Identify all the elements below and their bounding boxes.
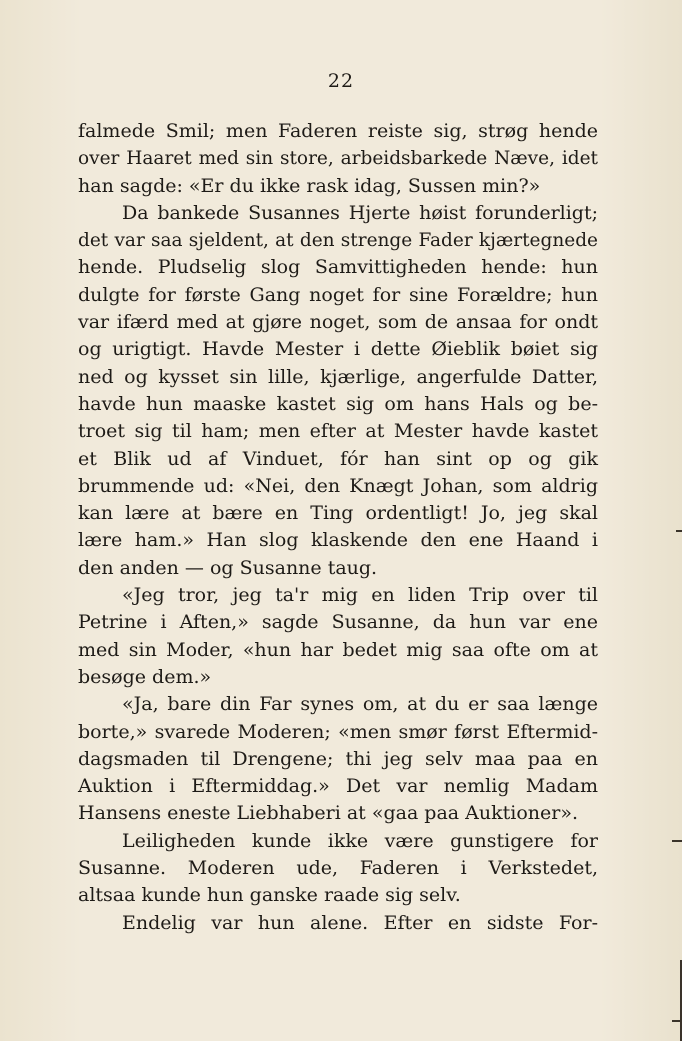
text-line: den anden — og Susanne taug.: [78, 556, 378, 579]
text-line: Da bankede Susannes Hjerte høist forunderligt;: [122, 201, 598, 224]
text-line: var ifærd med at gjøre noget, som de ansaa for ondt: [78, 311, 598, 334]
text-line: dulgte for første Gang noget for sine Forældre; hun: [78, 283, 598, 306]
text-line: dagsmaden til Drengene; thi jeg selv maa paa en: [78, 747, 598, 770]
text-line: havde hun maaske kastet sig om hans Hals og be-: [78, 392, 598, 415]
text-line: brummende ud: «Nei, den Knægt Johan, som aldrig: [78, 474, 598, 497]
text-line: borte,» svarede Moderen; «men smør først Eftermid-: [78, 720, 598, 743]
text-line: ned og kysset sin lille, kjærlige, angerfulde Datter,: [78, 365, 598, 388]
text-line: Susanne. Moderen ude, Faderen i Verkstedet,: [78, 857, 598, 880]
text-line: et Blik ud af Vinduet, fór han sint op og gik: [78, 447, 598, 470]
text-line: hende. Pludselig slog Samvittigheden hende: hun: [78, 256, 598, 279]
right-edge-mark: [676, 530, 682, 532]
text-line: Endelig var hun alene. Efter en sidste For-: [122, 911, 598, 934]
text-line: besøge dem.»: [78, 665, 212, 688]
text-line: han sagde: «Er du ikke rask idag, Sussen min?»: [78, 174, 541, 197]
text-line: «Jeg tror, jeg ta'r mig en liden Trip over til: [122, 584, 598, 607]
text-line: «Ja, bare din Far synes om, at du er saa længe: [122, 693, 598, 716]
text-line: Petrine i Aften,» sagde Susanne, da hun var ene: [78, 611, 598, 634]
text-line: Auktion i Eftermiddag.» Det var nemlig Madam: [78, 775, 598, 798]
right-edge-mark: [672, 1020, 682, 1022]
text-line: altsaa kunde hun ganske raade sig selv.: [78, 884, 461, 907]
text-line: kan lære at bære en Ting ordentligt! Jo, jeg skal: [78, 502, 598, 525]
text-line: og urigtigt. Havde Mester i dette Øieblik bøiet sig: [78, 338, 598, 361]
page-number: 22: [327, 70, 355, 92]
text-line: Leiligheden kunde ikke være gunstigere for: [122, 829, 598, 852]
body-text: [78, 118, 598, 937]
text-line: med sin Moder, «hun har bedet mig saa ofte om at: [78, 638, 598, 661]
text-line: falmede Smil; men Faderen reiste sig, strøg hende: [78, 120, 598, 142]
text-line: lære ham.» Han slog klaskende den ene Haand i: [78, 529, 598, 552]
text-line: Hansens eneste Liebhaberi at «gaa paa Auktioner».: [78, 802, 579, 825]
text-line: over Haaret med sin store, arbeidsbarkede Næve, idet: [78, 148, 598, 170]
text-line: troet sig til ham; men efter at Mester havde kastet: [78, 420, 598, 443]
text-line: det var saa sjeldent, at den strenge Fader kjærtegnede: [78, 230, 598, 252]
right-edge-mark: [672, 840, 682, 842]
